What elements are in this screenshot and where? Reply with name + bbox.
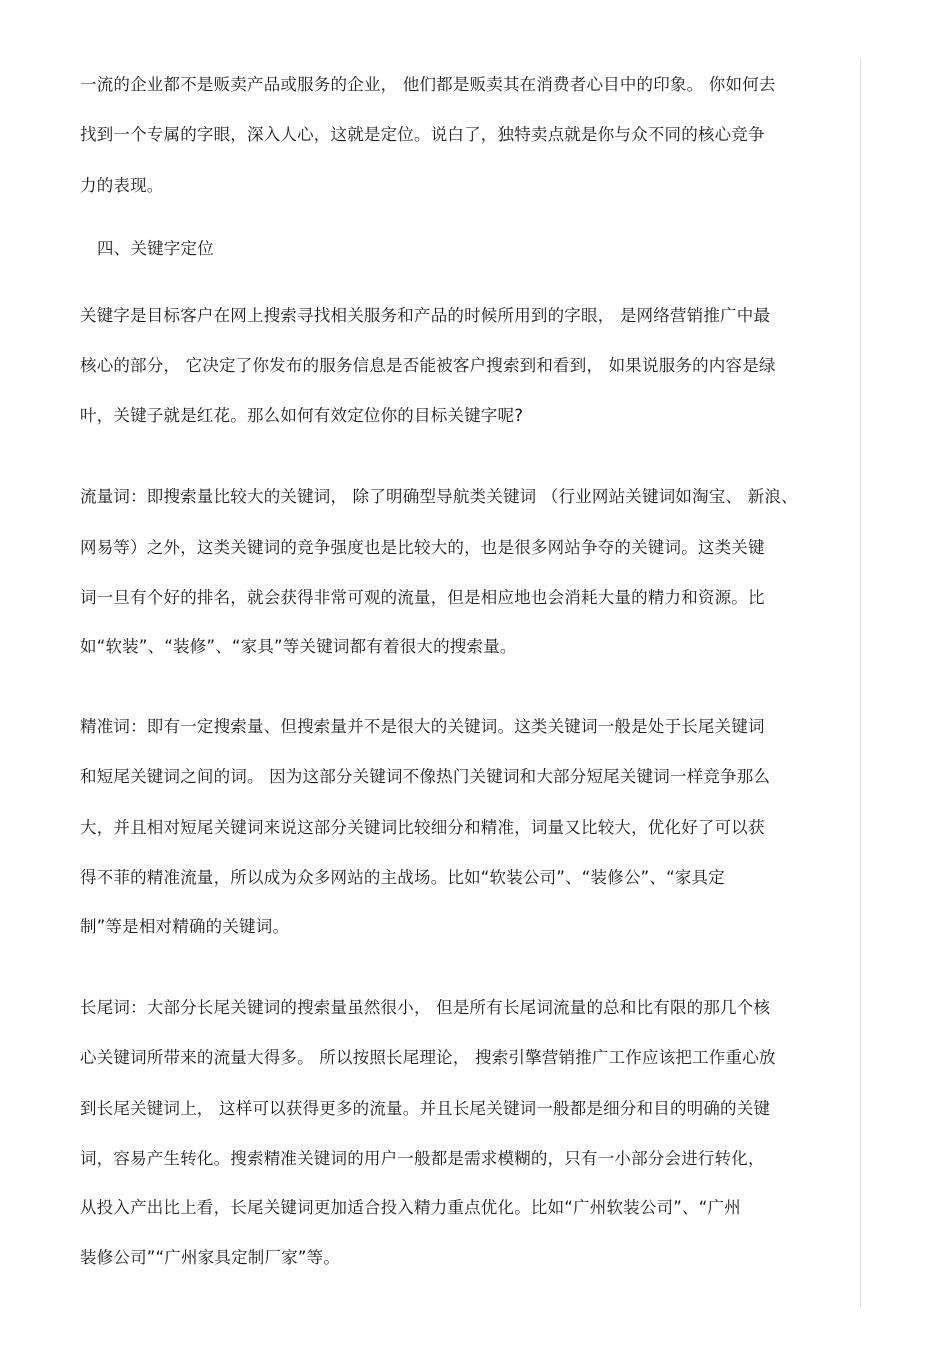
text-line: 力的表现。 — [80, 176, 164, 195]
text-line: 精准词：即有一定搜索量、但搜索量并不是很大的关键词。这类关键词一般是处于长尾关键词 — [80, 717, 765, 736]
text-line: 得不菲的精准流量，所以成为众多网站的主战场。比如“软装公司”、“装修公”、“家具定 — [80, 868, 725, 887]
text-line: 叶，关键子就是红花。那么如何有效定位你的目标关键字呢? — [80, 406, 524, 425]
text-line: 装修公司”“广州家具定制厂家”等。 — [80, 1248, 341, 1267]
text-line: 如“软装”、“装修”、“家具”等关键词都有着很大的搜索量。 — [80, 637, 517, 656]
text-line: 制”等是相对精确的关键词。 — [80, 917, 290, 936]
text-line: 长尾词：大部分长尾关键词的搜索量虽然很小， 但是所有长尾词流量的总和比有限的那几个核 — [80, 998, 771, 1017]
text-line: 词一旦有个好的排名，就会获得非常可观的流量，但是相应地也会消耗大量的精力和资源。比 — [80, 588, 765, 607]
text-line: 网易等）之外，这类关键词的竞争强度也是比较大的，也是很多网站争夺的关键词。这类关键 — [80, 538, 765, 557]
text-line: 找到一个专属的字眼，深入人心，这就是定位。说白了，独特卖点就是你与众不同的核心竞争 — [80, 125, 765, 144]
text-line: 和短尾关键词之间的词。 因为这部分关键词不像热门关键词和大部分短尾关键词一样竞争那么 — [80, 767, 771, 786]
text-line: 词，容易产生转化。搜索精准关键词的用户一般都是需求模糊的，只有一小部分会进行转化， — [80, 1149, 765, 1168]
text-line: 大，并且相对短尾关键词来说这部分关键词比较细分和精准，词量又比较大，优化好了可以获 — [80, 818, 765, 837]
text-line: 流量词：即搜索量比较大的关键词， 除了明确型导航类关键词 （行业网站关键词如淘宝、 新浪、 — [80, 487, 798, 506]
section-heading: 四、关键字定位 — [97, 239, 214, 258]
text-line: 关键字是目标客户在网上搜索寻找相关服务和产品的时候所用到的字眼， 是网络营销推广中最 — [80, 306, 771, 325]
text-line: 从投入产出比上看，长尾关键词更加适合投入精力重点优化。比如“广州软装公司”、“广州 — [80, 1198, 741, 1217]
text-line: 核心的部分， 它决定了你发布的服务信息是否能被客户搜索到和看到， 如果说服务的内容是绿 — [80, 356, 776, 375]
text-line: 一流的企业都不是贩卖产品或服务的企业， 他们都是贩卖其在消费者心目中的印象。 你如何去 — [80, 75, 776, 94]
text-line: 心关键词所带来的流量大得多。 所以按照长尾理论， 搜索引擎营销推广工作应该把工作重心放 — [80, 1048, 776, 1067]
text-line: 到长尾关键词上， 这样可以获得更多的流量。并且长尾关键词一般都是细分和目的明确的关键 — [80, 1099, 771, 1118]
page-edge-rule — [860, 58, 861, 1308]
